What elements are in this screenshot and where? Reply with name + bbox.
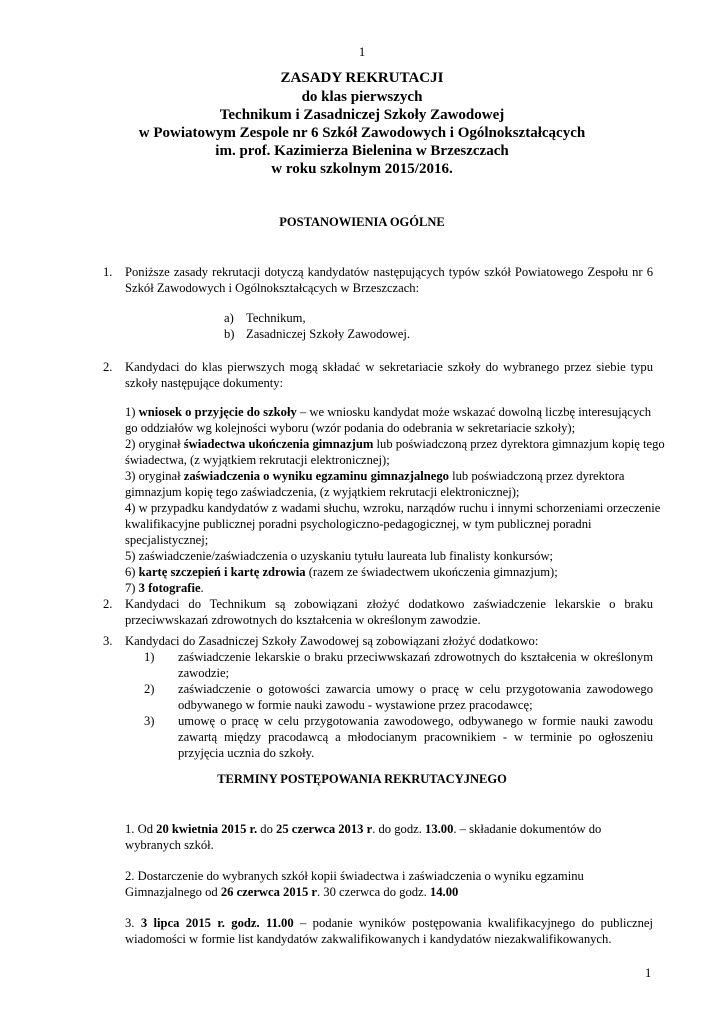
title-line-3: Technikum i Zasadniczej Szkoły Zawodowej: [219, 107, 505, 123]
list-text: Zasadniczej Szkoły Zawodowej.: [246, 327, 411, 341]
doc-text: (razem ze świadectwem ukończenia gimnazjum);: [305, 565, 558, 579]
deadline-date: 25 czerwca 2013 r: [276, 822, 373, 836]
doc-bold: zaświadczenia o wyniku egzaminu gimnazjalnego: [183, 469, 449, 483]
document-item: [125, 564, 665, 580]
doc-text: lub poświadczoną przez dyrektora gimnazjum kopię tego świadectwa, (z wyjątkiem rekrutacji elektronicznej);: [125, 437, 665, 467]
list-text: umowę o pracę w celu przygotowania zawodowego, odbywanego w formie nauki zawodu zawartą między pracodawcą a młodocianym pracownikiem - w terminie po ogłoszeniu przyjęcia ucznia do szkoły.: [178, 714, 653, 760]
list-label: 3): [144, 714, 155, 728]
title-line-4: w Powiatowym Zespole nr 6 Szkół Zawodowych i Ogólnokształcących: [138, 125, 586, 141]
doc-prefix: 7): [125, 581, 139, 595]
deadline-text: . do godz.: [372, 822, 426, 836]
deadline-date: 26 czerwca 2015 r: [220, 885, 317, 899]
school-type-item: [224, 310, 306, 326]
document-item: 5) zaświadczenie/zaświadczenia o uzyskaniu tytułu laureata lub finalisty konkursów;: [125, 549, 554, 563]
doc-text: lub poświadczoną przez dyrektora gimnazjum kopię tego zaświadczenia, (z wyjątkiem rekrutacji elektronicznej);: [125, 469, 625, 499]
doc-bold: świadectwa ukończenia gimnazjum: [183, 437, 374, 451]
doc-bold: 3 fotografie: [138, 581, 201, 595]
list-text: zaświadczenie o gotowości zawarcia umowy o pracę w celu przygotowania zawodowego odbywanego w formie nauki zawodu - wystawione przez pracodawcę;: [178, 682, 653, 712]
list-item: [144, 681, 653, 713]
list-text: zaświadczenie lekarskie o braku przeciwwskazań zdrowotnych do kształcenia w określonym zawodzie;: [178, 650, 653, 680]
deadline-text: do: [257, 822, 277, 836]
title-line-2: do klas pierwszych: [301, 89, 423, 105]
title-line-5: im. prof. Kazimierza Bielenina w Brzeszczach: [215, 143, 509, 159]
doc-prefix: 3) oryginał: [125, 469, 184, 483]
doc-prefix: 2) oryginał: [125, 437, 184, 451]
paragraph-3-text: Kandydaci do Technikum są zobowiązani złożyć dodatkowo zaświadczenie lekarskie o braku przeciwwskazań zdrowotnych do kształcenia w określonym zawodzie.: [125, 597, 653, 627]
documents-list: [125, 404, 665, 596]
paragraph-4-text: Kandydaci do Zasadniczej Szkoły Zawodowej są zobowiązani złożyć dodatkowo:: [125, 634, 539, 648]
document-item: [125, 468, 665, 500]
section-heading-deadlines: TERMINY POSTĘPOWANIA REKRUTACYJNEGO: [217, 772, 507, 786]
title-line-1: ZASADY REKRUTACJI: [280, 70, 444, 86]
list-label: b): [224, 327, 235, 341]
document-item: [125, 580, 665, 596]
requirements-list: [144, 649, 653, 761]
paragraph-1-text: Poniższe zasady rekrutacji dotyczą kandydatów następujących typów szkół Powiatowego Zespołu nr 6 Szkół Zawodowych i Ogólnokształcących w Brzeszczach:: [125, 265, 653, 295]
deadline-date: 20 kwietnia 2015 r.: [156, 822, 258, 836]
paragraph-1-number: 1.: [103, 265, 113, 279]
document-item: 4) w przypadku kandydatów z wadami słuchu, wzroku, narządów ruchu i innymi schorzeniami orzeczenie kwalifikacyjne publicznej poradni psychologiczno-pedagogicznej, w tym publicznej poradni specjalistycznej;: [125, 501, 661, 547]
list-item: [144, 713, 653, 761]
deadline-text: . – składanie dokumentów do wybranych szkół.: [125, 822, 602, 852]
list-item: [144, 649, 653, 681]
list-label: 2): [144, 682, 155, 696]
page-number-top: 1: [358, 45, 366, 59]
title-line-6: w roku szkolnym 2015/2016.: [271, 161, 453, 177]
deadline-text: 1. Od: [125, 822, 157, 836]
deadline-text: . 30 czerwca do godz.: [317, 885, 430, 899]
page-number-bottom: 1: [645, 966, 652, 980]
doc-text: .: [200, 581, 204, 595]
list-label: a): [224, 311, 234, 325]
paragraph-2-text: Kandydaci do klas pierwszych mogą składać w sekretariacie szkoły do wybranego przez siebie typu szkoły następujące dokumenty:: [125, 360, 653, 390]
list-text: Technikum,: [246, 311, 306, 325]
deadline-item-2: [125, 868, 595, 900]
deadline-text: 3.: [125, 916, 141, 930]
deadline-text: – podanie wyników postępowania kwalifikacyjnego do publicznej wiadomości w formie list kandydatów zakwalifikowanych i kandydatów niezakwalifikowanych.: [125, 916, 654, 946]
deadline-item-1: [125, 821, 615, 853]
paragraph-2-number: 2.: [103, 360, 113, 374]
doc-bold: wniosek o przyjęcie do szkoły: [138, 405, 297, 419]
document-item: [125, 436, 665, 468]
deadline-date: 3 lipca 2015 r. godz. 11.00: [140, 916, 294, 930]
document-item: [125, 404, 665, 436]
doc-prefix: 6): [125, 565, 139, 579]
doc-prefix: 1): [125, 405, 139, 419]
school-type-item: [224, 326, 410, 342]
list-label: 1): [144, 650, 155, 664]
deadline-text: 2. Dostarczenie do wybranych szkół kopii świadectwa i zaświadczenia o wyniku egzaminu Gimnazjalnego od: [125, 869, 584, 899]
paragraph-4-number: 3.: [103, 634, 113, 648]
deadline-time: 13.00: [425, 822, 454, 836]
doc-text: – we wniosku kandydat może wskazać dowolną liczbę interesujących go oddziałów wg kolejności wyboru (wzór podania do odebrania w sekretariacie szkoły);: [125, 405, 652, 435]
paragraph-3-number: 2.: [103, 597, 113, 611]
deadline-item-3: [125, 915, 653, 947]
section-heading-general: POSTANOWIENIA OGÓLNE: [279, 215, 445, 229]
deadline-time: 14.00: [429, 885, 459, 899]
doc-bold: kartę szczepień i kartę zdrowia: [138, 565, 306, 579]
